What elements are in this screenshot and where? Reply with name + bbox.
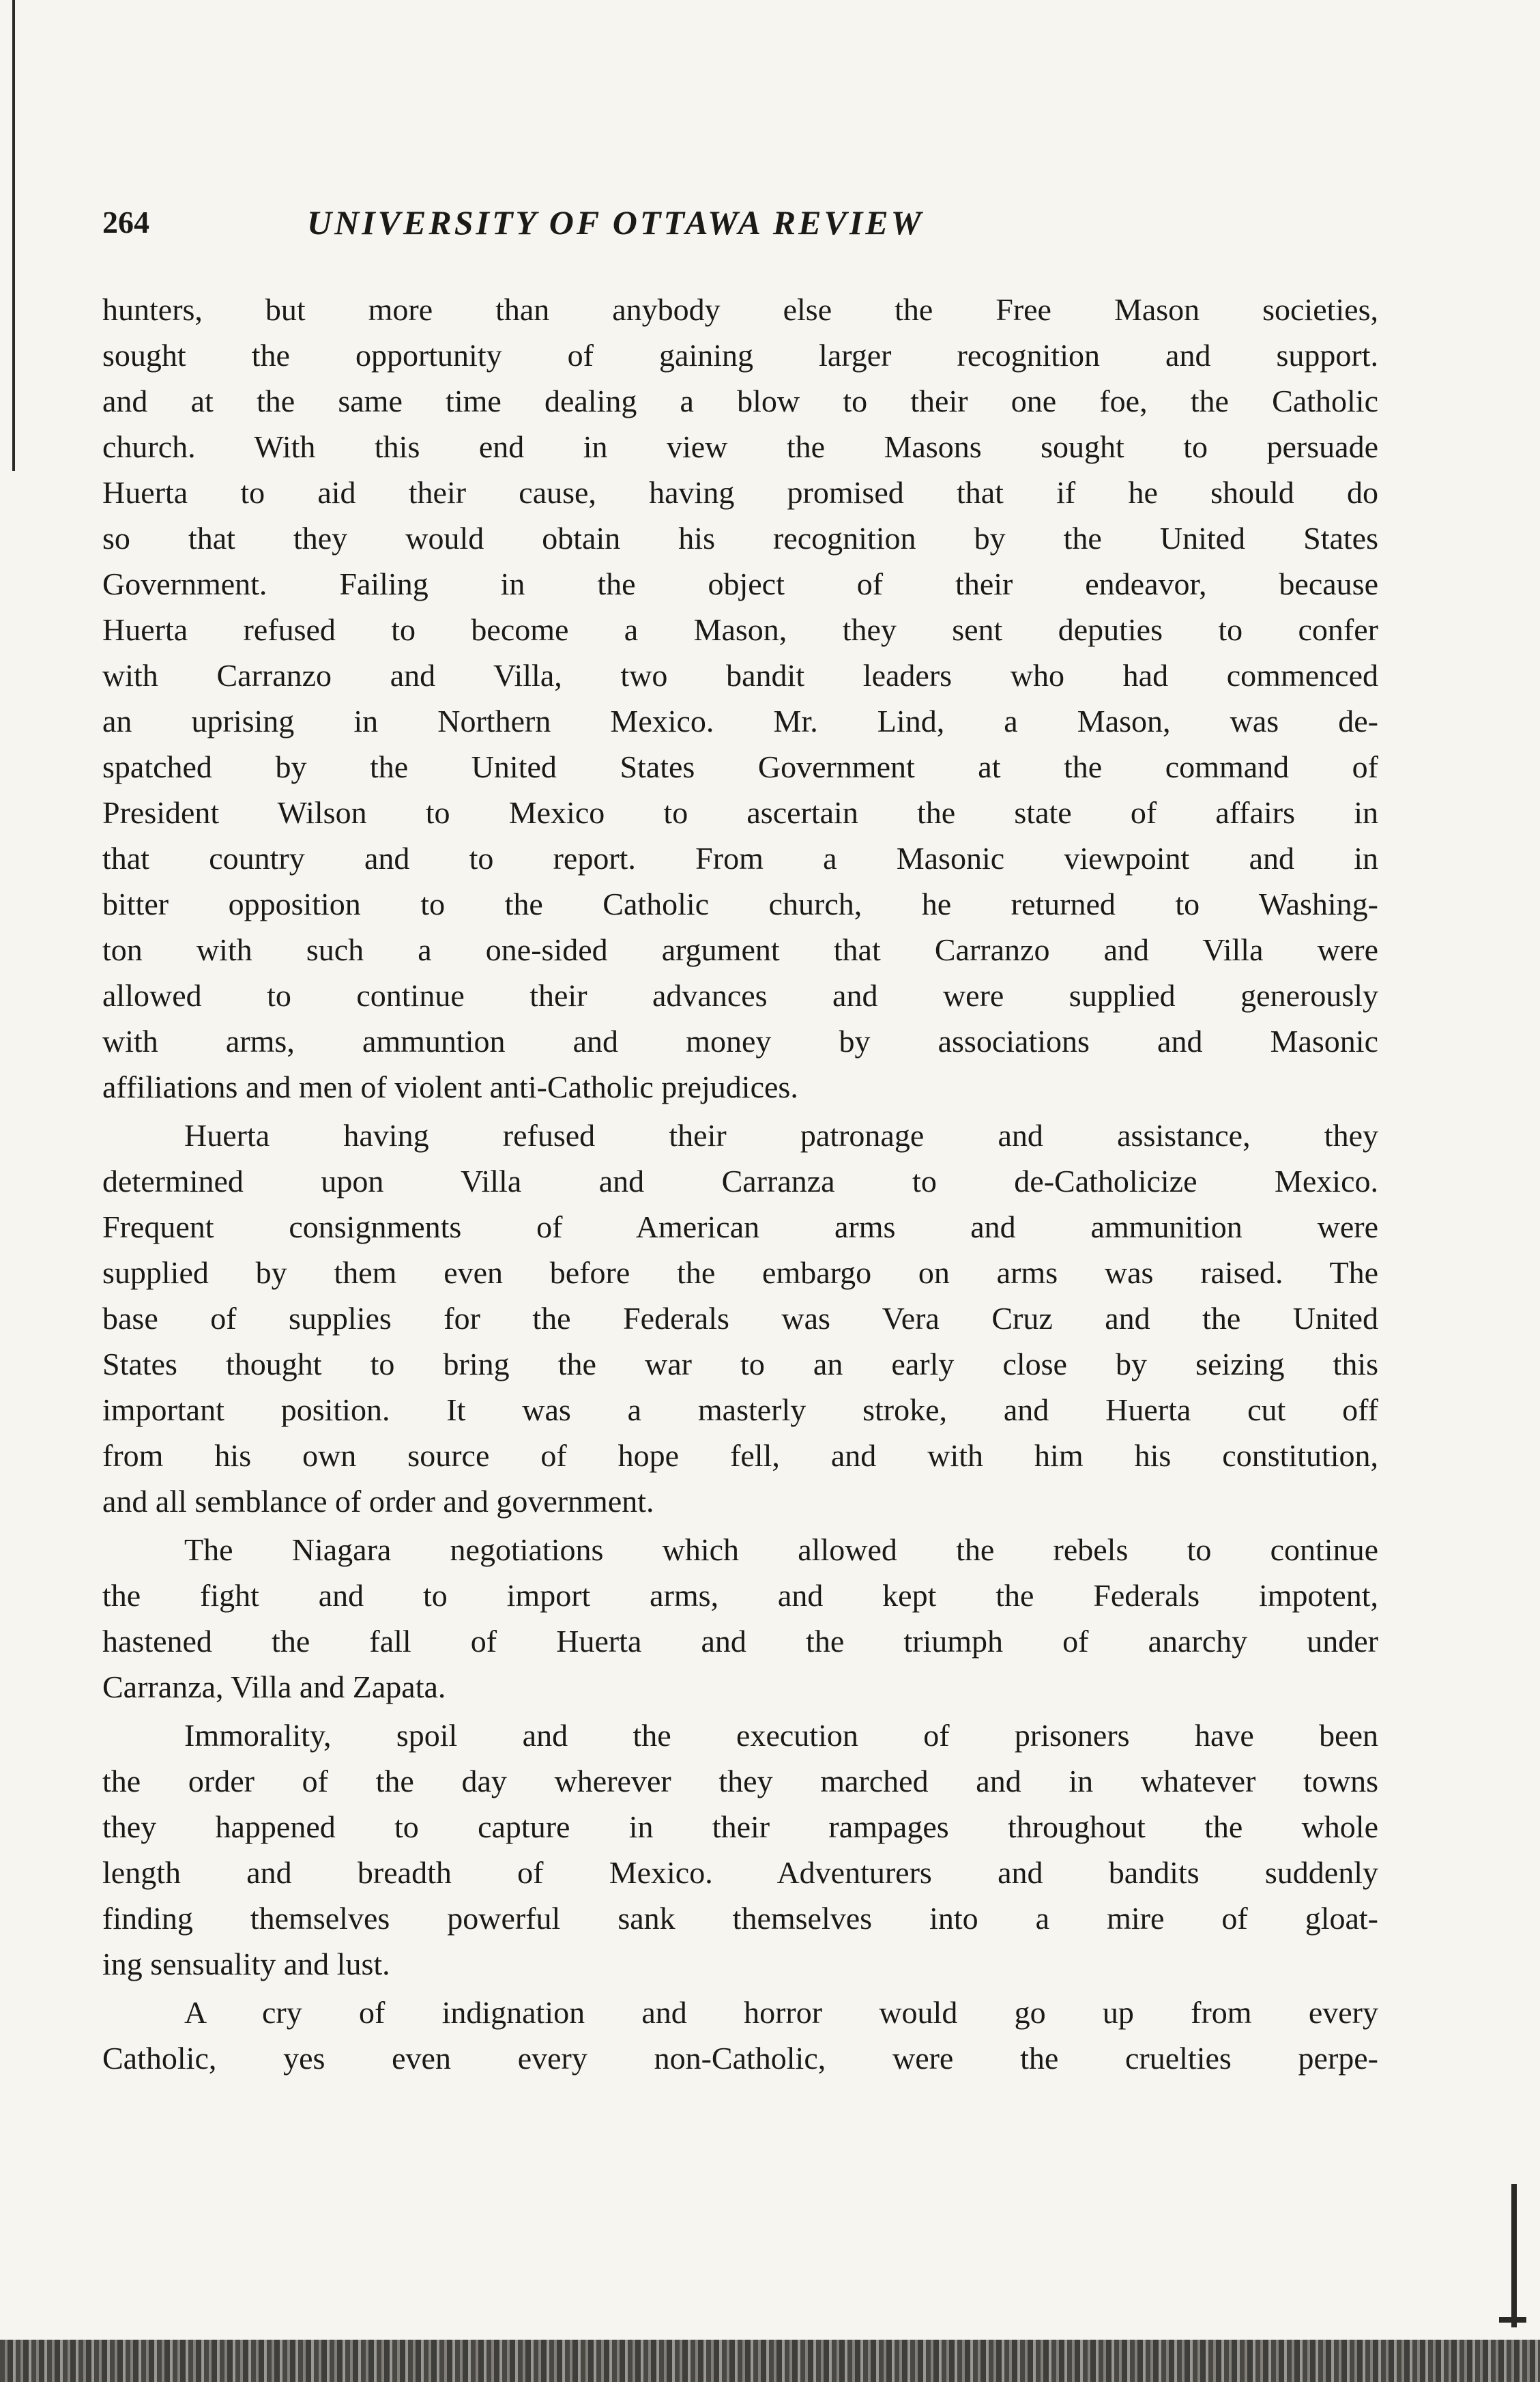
- text-line: Immorality, spoil and the execution of prisoners have been: [184, 1718, 1378, 1753]
- text-line: Catholic, yes even every non-Catholic, were the cruelties perpe-: [102, 2041, 1378, 2076]
- text-line: allowed to continue their advances and were supplied generously: [102, 978, 1378, 1013]
- text-line: President Wilson to Mexico to ascertain the state of affairs in: [102, 795, 1378, 830]
- text-line: ton with such a one-sided argument that Carranzo and Villa were: [102, 932, 1378, 967]
- text-line: finding themselves powerful sank themselves into a mire of gloat-: [102, 1901, 1378, 1936]
- scan-edge-left: [12, 0, 15, 471]
- text-line: important position. It was a masterly stroke, and Huerta cut off: [102, 1392, 1378, 1427]
- scan-edge-right: [1511, 2184, 1517, 2327]
- text-line: so that they would obtain his recognition by the United States: [102, 521, 1378, 556]
- text-line: States thought to bring the war to an early close by seizing this: [102, 1347, 1378, 1381]
- text-line: Carranza, Villa and Zapata.: [102, 1669, 446, 1704]
- page-number: 264: [102, 205, 149, 240]
- text-line: bitter opposition to the Catholic church, he returned to Washing-: [102, 887, 1378, 921]
- text-line: with arms, ammuntion and money by associations and Masonic: [102, 1024, 1378, 1059]
- text-line: that country and to report. From a Masonic viewpoint and in: [102, 841, 1378, 876]
- page-header: [102, 195, 1378, 250]
- text-line: from his own source of hope fell, and with him his constitution,: [102, 1438, 1378, 1473]
- scan-noise-bottom: [0, 2340, 1540, 2382]
- text-line: and at the same time dealing a blow to their one foe, the Catholic: [102, 384, 1378, 418]
- text-line: an uprising in Northern Mexico. Mr. Lind, a Mason, was de-: [102, 704, 1378, 738]
- scan-edge-right-foot: [1499, 2317, 1526, 2323]
- text-line: length and breadth of Mexico. Adventurers and bandits suddenly: [102, 1855, 1378, 1890]
- running-title: UNIVERSITY OF OTTAWA REVIEW: [307, 203, 925, 242]
- text-line: hastened the fall of Huerta and the triumph of anarchy under: [102, 1624, 1378, 1659]
- text-line: Frequent consignments of American arms and ammunition were: [102, 1209, 1378, 1244]
- text-line: hunters, but more than anybody else the Free Mason societies,: [102, 292, 1378, 327]
- text-line: the order of the day wherever they marched and in whatever towns: [102, 1764, 1378, 1798]
- text-line: Huerta having refused their patronage and assistance, they: [184, 1118, 1378, 1153]
- text-line: sought the opportunity of gaining larger recognition and support.: [102, 338, 1378, 373]
- text-line: the fight and to import arms, and kept the Federals impotent,: [102, 1578, 1378, 1613]
- article-body: [102, 287, 1378, 2081]
- text-line: with Carranzo and Villa, two bandit leaders who had commenced: [102, 658, 1378, 693]
- text-line: affiliations and men of violent anti-Catholic prejudices.: [102, 1070, 798, 1104]
- text-line: ing sensuality and lust.: [102, 1947, 390, 1981]
- text-line: spatched by the United States Government at the command of: [102, 749, 1378, 784]
- text-line: Huerta refused to become a Mason, they sent deputies to confer: [102, 612, 1378, 647]
- text-line: and all semblance of order and government.: [102, 1484, 654, 1519]
- text-line: they happened to capture in their rampages throughout the whole: [102, 1809, 1378, 1844]
- text-line: Huerta to aid their cause, having promised that if he should do: [102, 475, 1378, 510]
- text-line: A cry of indignation and horror would go up from every: [184, 1995, 1378, 2030]
- text-line: supplied by them even before the embargo on arms was raised. The: [102, 1255, 1378, 1290]
- text-line: determined upon Villa and Carranza to de-Catholicize Mexico.: [102, 1164, 1378, 1199]
- text-line: Government. Failing in the object of their endeavor, because: [102, 566, 1378, 601]
- text-line: The Niagara negotiations which allowed the rebels to continue: [184, 1532, 1378, 1567]
- text-line: base of supplies for the Federals was Vera Cruz and the United: [102, 1301, 1378, 1336]
- text-line: church. With this end in view the Masons sought to persuade: [102, 429, 1378, 464]
